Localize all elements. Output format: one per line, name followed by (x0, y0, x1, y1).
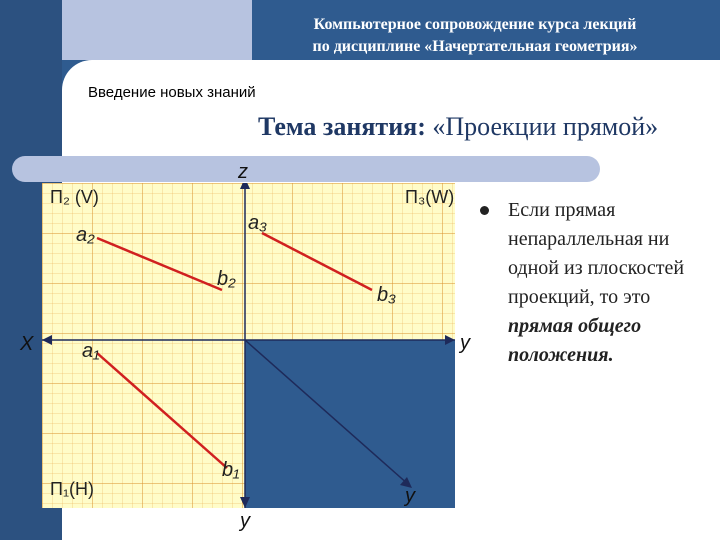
axis-y-right-label: y (460, 332, 470, 354)
bullet-body: Если прямая непараллельная ни одной из плоскостей проекций, то это (508, 199, 685, 308)
topic-title (258, 112, 658, 142)
point-a3-label: a₃ (248, 212, 268, 234)
plane-v-label: П₂ (V) (50, 187, 99, 207)
section-subtitle: Введение новых знаний (88, 84, 256, 101)
point-a2-label: a₂ (76, 224, 95, 246)
topic-prefix: Тема занятия: (258, 112, 426, 141)
axis-y-diagonal-label: y (405, 485, 415, 507)
point-b1-label: b₁ (222, 459, 240, 481)
bullet-icon (480, 206, 489, 215)
plane-w-label: П₃(W) (405, 187, 455, 207)
plane-h-label: П₁(H) (50, 479, 94, 499)
bullet-emphasis: прямая общего положения. (508, 315, 642, 366)
bullet-text (508, 196, 708, 370)
header-accent (62, 0, 252, 60)
header-line-2: по дисциплине «Начертательная геометрия» (312, 38, 638, 55)
course-header (250, 14, 700, 58)
point-a1-label: a₁ (82, 340, 100, 362)
axis-y-bottom-label: y (240, 510, 250, 532)
axis-z-label: z (238, 161, 248, 183)
point-b2-label: b₂ (217, 268, 236, 290)
axis-x-label: X (20, 333, 34, 355)
topic-name: «Проекции прямой» (432, 112, 659, 141)
point-b3-label: b₃ (377, 284, 397, 306)
header-line-1: Компьютерное сопровождение курса лекций (313, 16, 637, 33)
